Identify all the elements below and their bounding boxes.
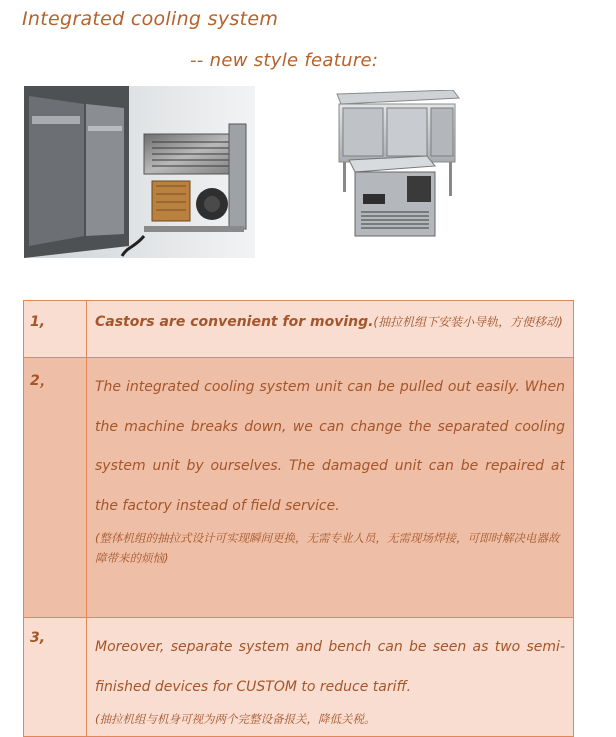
feature-description: Moreover, separate system and bench can be seen as two semi-finished devices for CUSTOM to reduce tariff. — [95, 639, 565, 695]
feature-description: The integrated cooling system unit can be pulled out easily. When the machine breaks down, we can change the separated cooling system unit by ourselves. The damaged unit can be repaired at the factory instead of field service. — [95, 379, 565, 514]
feature-note: (抽拉机组与机身可视为两个完整设备报关，降低关税。 — [95, 712, 376, 726]
feature-text — [87, 618, 574, 737]
table-row — [24, 301, 574, 358]
page-subtitle: -- new style feature: — [190, 50, 379, 71]
feature-number: 2， — [24, 358, 87, 618]
cooling-unit-photo — [24, 86, 255, 258]
feature-text — [87, 358, 574, 618]
feature-lead: Castors are convenient for moving. — [95, 314, 374, 330]
feature-text — [87, 301, 574, 358]
feature-note: (整体机组的抽拉式设计可实现瞬间更换，无需专业人员，无需现场焊接，可即时解决电器故障带来的烦恼) — [95, 531, 560, 565]
feature-lead-cn: (抽拉机组下安装小导轨，方便移动) — [373, 315, 563, 329]
table-row — [24, 618, 574, 737]
table-row — [24, 358, 574, 618]
counter-unit-photo — [335, 90, 461, 242]
feature-number: 3, — [24, 618, 87, 737]
features-table — [23, 300, 574, 737]
feature-number: 1, — [24, 301, 87, 358]
page-title: Integrated cooling system — [22, 8, 279, 30]
